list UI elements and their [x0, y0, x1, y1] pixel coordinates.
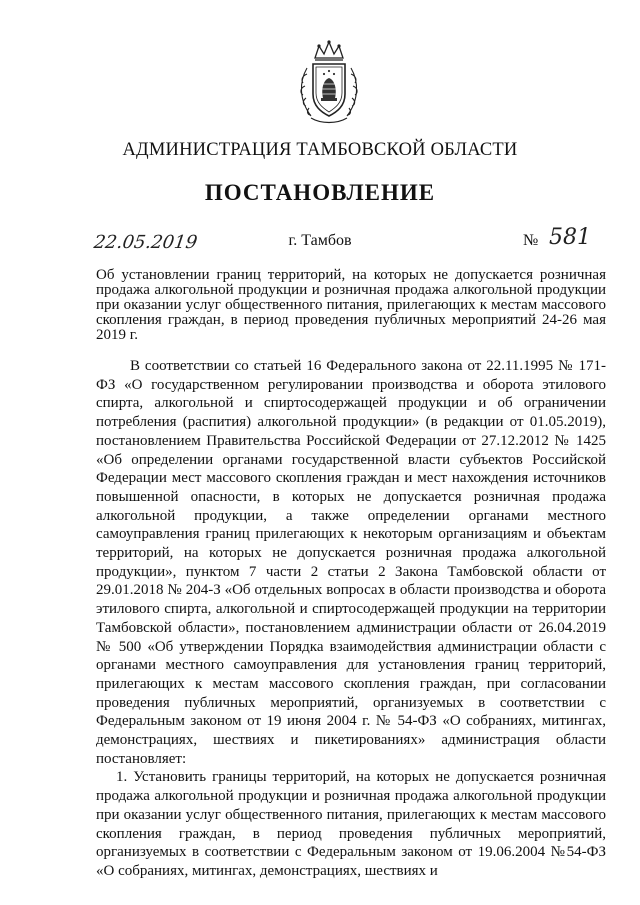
preamble-paragraph: В соответствии со статьей 16 Федерального закона от 22.11.1995 № 171-ФЗ «О государственном регулировании производства и оборота этилового спирта, алкогольной и спиртосодержащей продукции и об ограничении потребления (распития) алкогольной продукции» (в редакции от 01.05.2019), постановлением Правительства Российской Федерации от 27.12.2012 № 1425 «Об определении органами государственной власти субъектов Российской Федерации мест массового скопления граждан и мест нахождения источников повышенной опасности, в которых не допускается розничная продажа алкогольной продукции, а также определении органами местного самоуправления границ прилегающих к некоторым организациям и объектам территорий, на которых не допускается розничная продажа алкогольной продукции», пунктом 7 части 2 статьи 2 Закона Тамбовской области от 29.01.2018 № 204-З «Об отдельных вопросах в области производства и оборота этилового спирта, алкогольной и спиртосодержащей продукции на территории Тамбовской области», постановлением администрации области от 26.04.2019 № 500 «Об утверждении Порядка взаимодействия администрации области с органами местного самоуправления для установления границ территорий, прилегающих к местам массового скопления граждан, при согласовании проведения публичных мероприятий, организуемых в соответствии с Федеральным законом от 19 июня 2004 г. № 54-ФЗ «О собраниях, митингах, демонстрациях, шествиях и пикетированиях» администрация области постановляет:	[96, 358, 606, 767]
document-number: 581	[549, 225, 591, 250]
item-1-paragraph: 1. Установить границы территорий, на которых не допускается розничная продажа алкогольной продукции и розничная продажа алкогольной продукции при оказании услуг общественного питания, прилегающих к местам массового скопления граждан, в период проведения публичных мероприятий, организуемых в соответствии с Федеральным законом от 19.06.2004 №54-ФЗ «О собраниях, митингах, демонстрациях, шествиях и	[96, 769, 606, 879]
document-subject: Об установлении границ территорий, на которых не допускается розничная продажа алкогольной продукции и розничная продажа алкогольной продукции при оказании услуг общественного питания, прилегающих к местам массового скопления граждан, в период проведения публичных мероприятий 24-26 мая 2019 г.	[96, 267, 606, 343]
document-body	[96, 357, 606, 881]
document-number-label: №	[523, 232, 539, 249]
document-date: 22.05.2019	[92, 232, 199, 253]
document-type-title: ПОСТАНОВЛЕНИЕ	[204, 180, 436, 205]
tambov-coat-of-arms-emblem	[293, 38, 365, 126]
agency-name: АДМИНИСТРАЦИЯ ТАМБОВСКОЙ ОБЛАСТИ	[122, 140, 518, 160]
document-city: г. Тамбов	[288, 232, 352, 249]
